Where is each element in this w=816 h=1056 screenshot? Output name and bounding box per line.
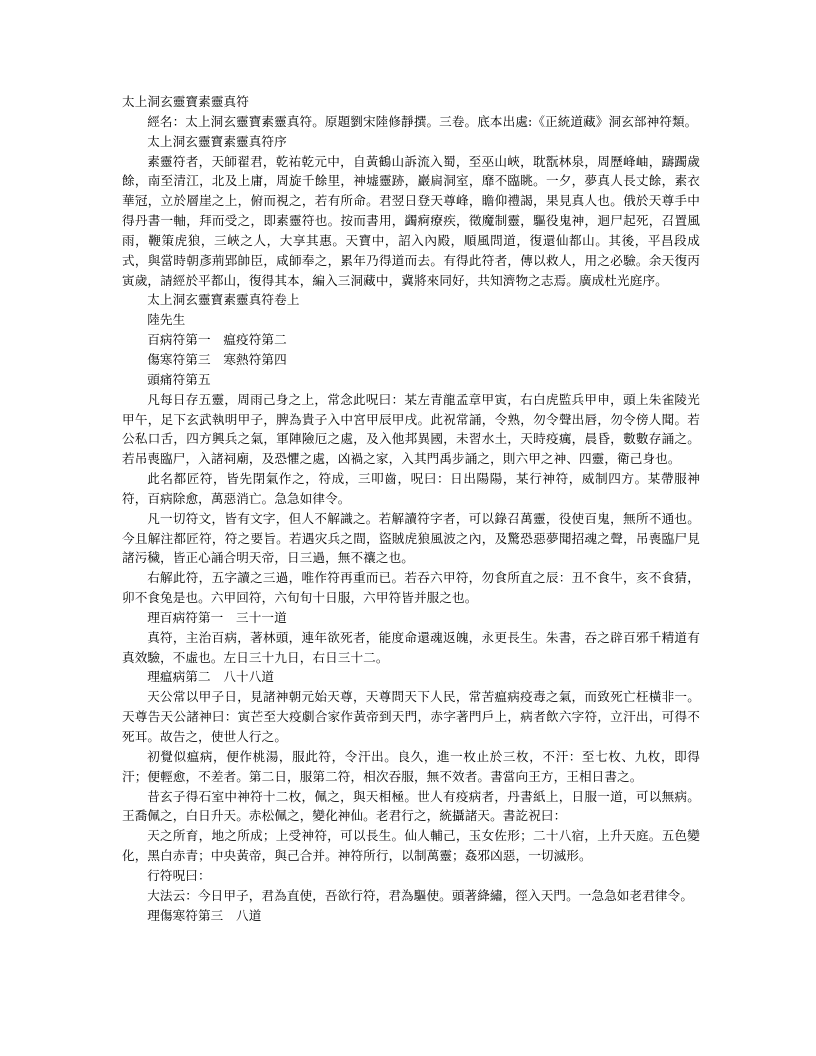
toc-entry-row-2: 傷寒符第三 寒熱符第四 bbox=[147, 351, 287, 367]
body-paragraph-2: 此名都匠符，皆先閉氣作之，符成，三叩齒，呪曰：日出陽陽，某行神符，威制四方。某帶服神符，百病除愈，萬惡消亡。急急如律令。 bbox=[122, 471, 700, 506]
spell-heading: 行符呪曰： bbox=[147, 867, 211, 883]
body-paragraph-1: 凡每日存五靈，周雨己身之上，常念此呪曰：某左青龍孟章甲寅，右白虎監兵甲申，頭上朱雀陵光甲午，足下玄武執明甲子，脾為貴子入中宮甲辰甲戌。此祝常誦，令熟，勿令聲出唇，勿令傍人聞。若公私口舌，四方興兵之氣，軍陣險厄之處，及入他邦異國，未習水土，天時疫癘，晨昏，數數存誦之。若吊喪臨尸，入諸祠廟，及恐懼之處，凶禍之家，入其門禹步誦之，則六甲之神、四靈，衛己身也。 bbox=[122, 391, 700, 467]
author-attribution: 陸先生 bbox=[147, 312, 186, 328]
body-paragraph-8: 昔玄子得石室中神符十二枚，佩之，與天相極。世人有疫病者，丹書紙上，日服一道，可以無病。王喬佩之，白日升天。赤松佩之，變化神仙。老君行之，統攝諸天。書訖祝曰： bbox=[122, 788, 700, 824]
section-heading-3: 理傷寒符第三 八道 bbox=[147, 907, 262, 923]
body-paragraph-5: 真符，主治百病，著林頭，連年欲死者，能度命還魂返魄，永更長生。朱書，吞之辟百邪千精道有真效驗，不虛也。左日三十九日，右日三十二。 bbox=[122, 629, 700, 665]
document-title: 太上洞玄靈寶素靈真符 bbox=[122, 94, 249, 109]
section-heading-2: 理瘟病第二 八十八道 bbox=[147, 669, 275, 685]
body-paragraph-4: 右解此符，五字讀之三過，唯作符再重而已。若吞六甲符，勿食所直之辰：丑不食牛，亥不食猜，卯不食兔是也。六甲回符，六旬旬十日服，六甲符皆并服之也。 bbox=[122, 570, 700, 606]
body-paragraph-3: 凡一切符文，皆有文字，但人不解識之。若解讀符字者，可以錄召萬靈，役使百鬼，無所不通也。今且解注都匠符，符之要旨。若遇灾兵之間，盜賊虎狼風波之內，及驚恐惡夢聞招魂之聲，吊喪臨尸見諸污穢，皆正心誦合明天帝，日三過，無不禳之也。 bbox=[122, 510, 700, 566]
body-paragraph-7: 初覺似瘟病，便作桃湯，服此符，令汗出。良久，進一枚止於三枚，不汗：至七枚、九枚，即得汗；便輕愈，不差者。第二日，服第二符，相次吞服，無不效者。書當向王方，王相日書之。 bbox=[122, 748, 700, 784]
bibliographic-note: 經名：太上洞玄靈寶素靈真符。原題劉宋陸修靜撰。三卷。底本出處:《正統道藏》洞玄部神符類。 bbox=[147, 113, 698, 129]
preface-heading: 太上洞玄靈寶素靈真符序 bbox=[147, 133, 287, 149]
body-paragraph-9: 天之所育，地之所成；上受神符，可以長生。仙人輔己，玉女佐形；二十八宿，上升天庭。五色變化，黑白赤青；中央黃帝，與己合并。神符所行，以制萬靈；姦邪凶惡，一切滅形。 bbox=[122, 828, 700, 864]
toc-entry-row-3: 頭痛符第五 bbox=[147, 371, 211, 387]
body-paragraph-6: 天公常以甲子日，見諸神朝元始天尊，天尊問天下人民，常苦瘟病疫毒之氣，而致死亡枉橫非一。天尊告天公諸神曰：寅芒至大疫劇合家作黃帝到天門，赤字著門戶上，病者飲六字符，立汗出，可得不死耳。故告之，使世人行之。 bbox=[122, 689, 700, 744]
preface-body: 素靈符者，天師翟君，乾祐乾元中，自黃鶴山訴流入蜀，至巫山峽，耽翫林泉，周歷峰岫，躊躅歲餘，南至清江，北及上庸，周旋千餘里，神墟靈跡，巖扄洞室，靡不臨眺。一夕，夢真人長丈餘，素衣華冠，立於層崖之上，俯而視之，若有所命。君翌日登天尊峰，瞻仰禮謁，果見真人也。俄於天尊手中得丹書一軸，拜而受之，即素靈符也。按而書用，蠲痾療疾，徵魔制靈，驅役鬼神，迴尸起死，召置風雨，鞭策虎狼，三峽之人，大享其惠。天寶中，詔入內殿，順風問道，復還仙都山。其後，平昌段成式，與當時朝彥荊郢帥臣，咸師奉之，累年乃得道而去。有得此符者，傳以救人，用之必驗。余天復丙寅歲，請經於平都山，復得其本，編入三洞藏中，冀將來同好，共知濟物之志焉。廣成杜光庭序。 bbox=[122, 153, 700, 288]
toc-entry-row-1: 百病符第一 瘟疫符第二 bbox=[147, 332, 287, 348]
volume-heading: 太上洞玄靈寶素靈真符卷上 bbox=[147, 292, 300, 308]
section-heading-1: 理百病符第一 三十一道 bbox=[147, 609, 287, 625]
document-text-column bbox=[122, 92, 700, 925]
body-paragraph-10: 大法云：今日甲子，君為直使，吾欲行符，君為驅使。頭著絳繡，徑入天門。一急急如老君律令。 bbox=[147, 887, 694, 903]
